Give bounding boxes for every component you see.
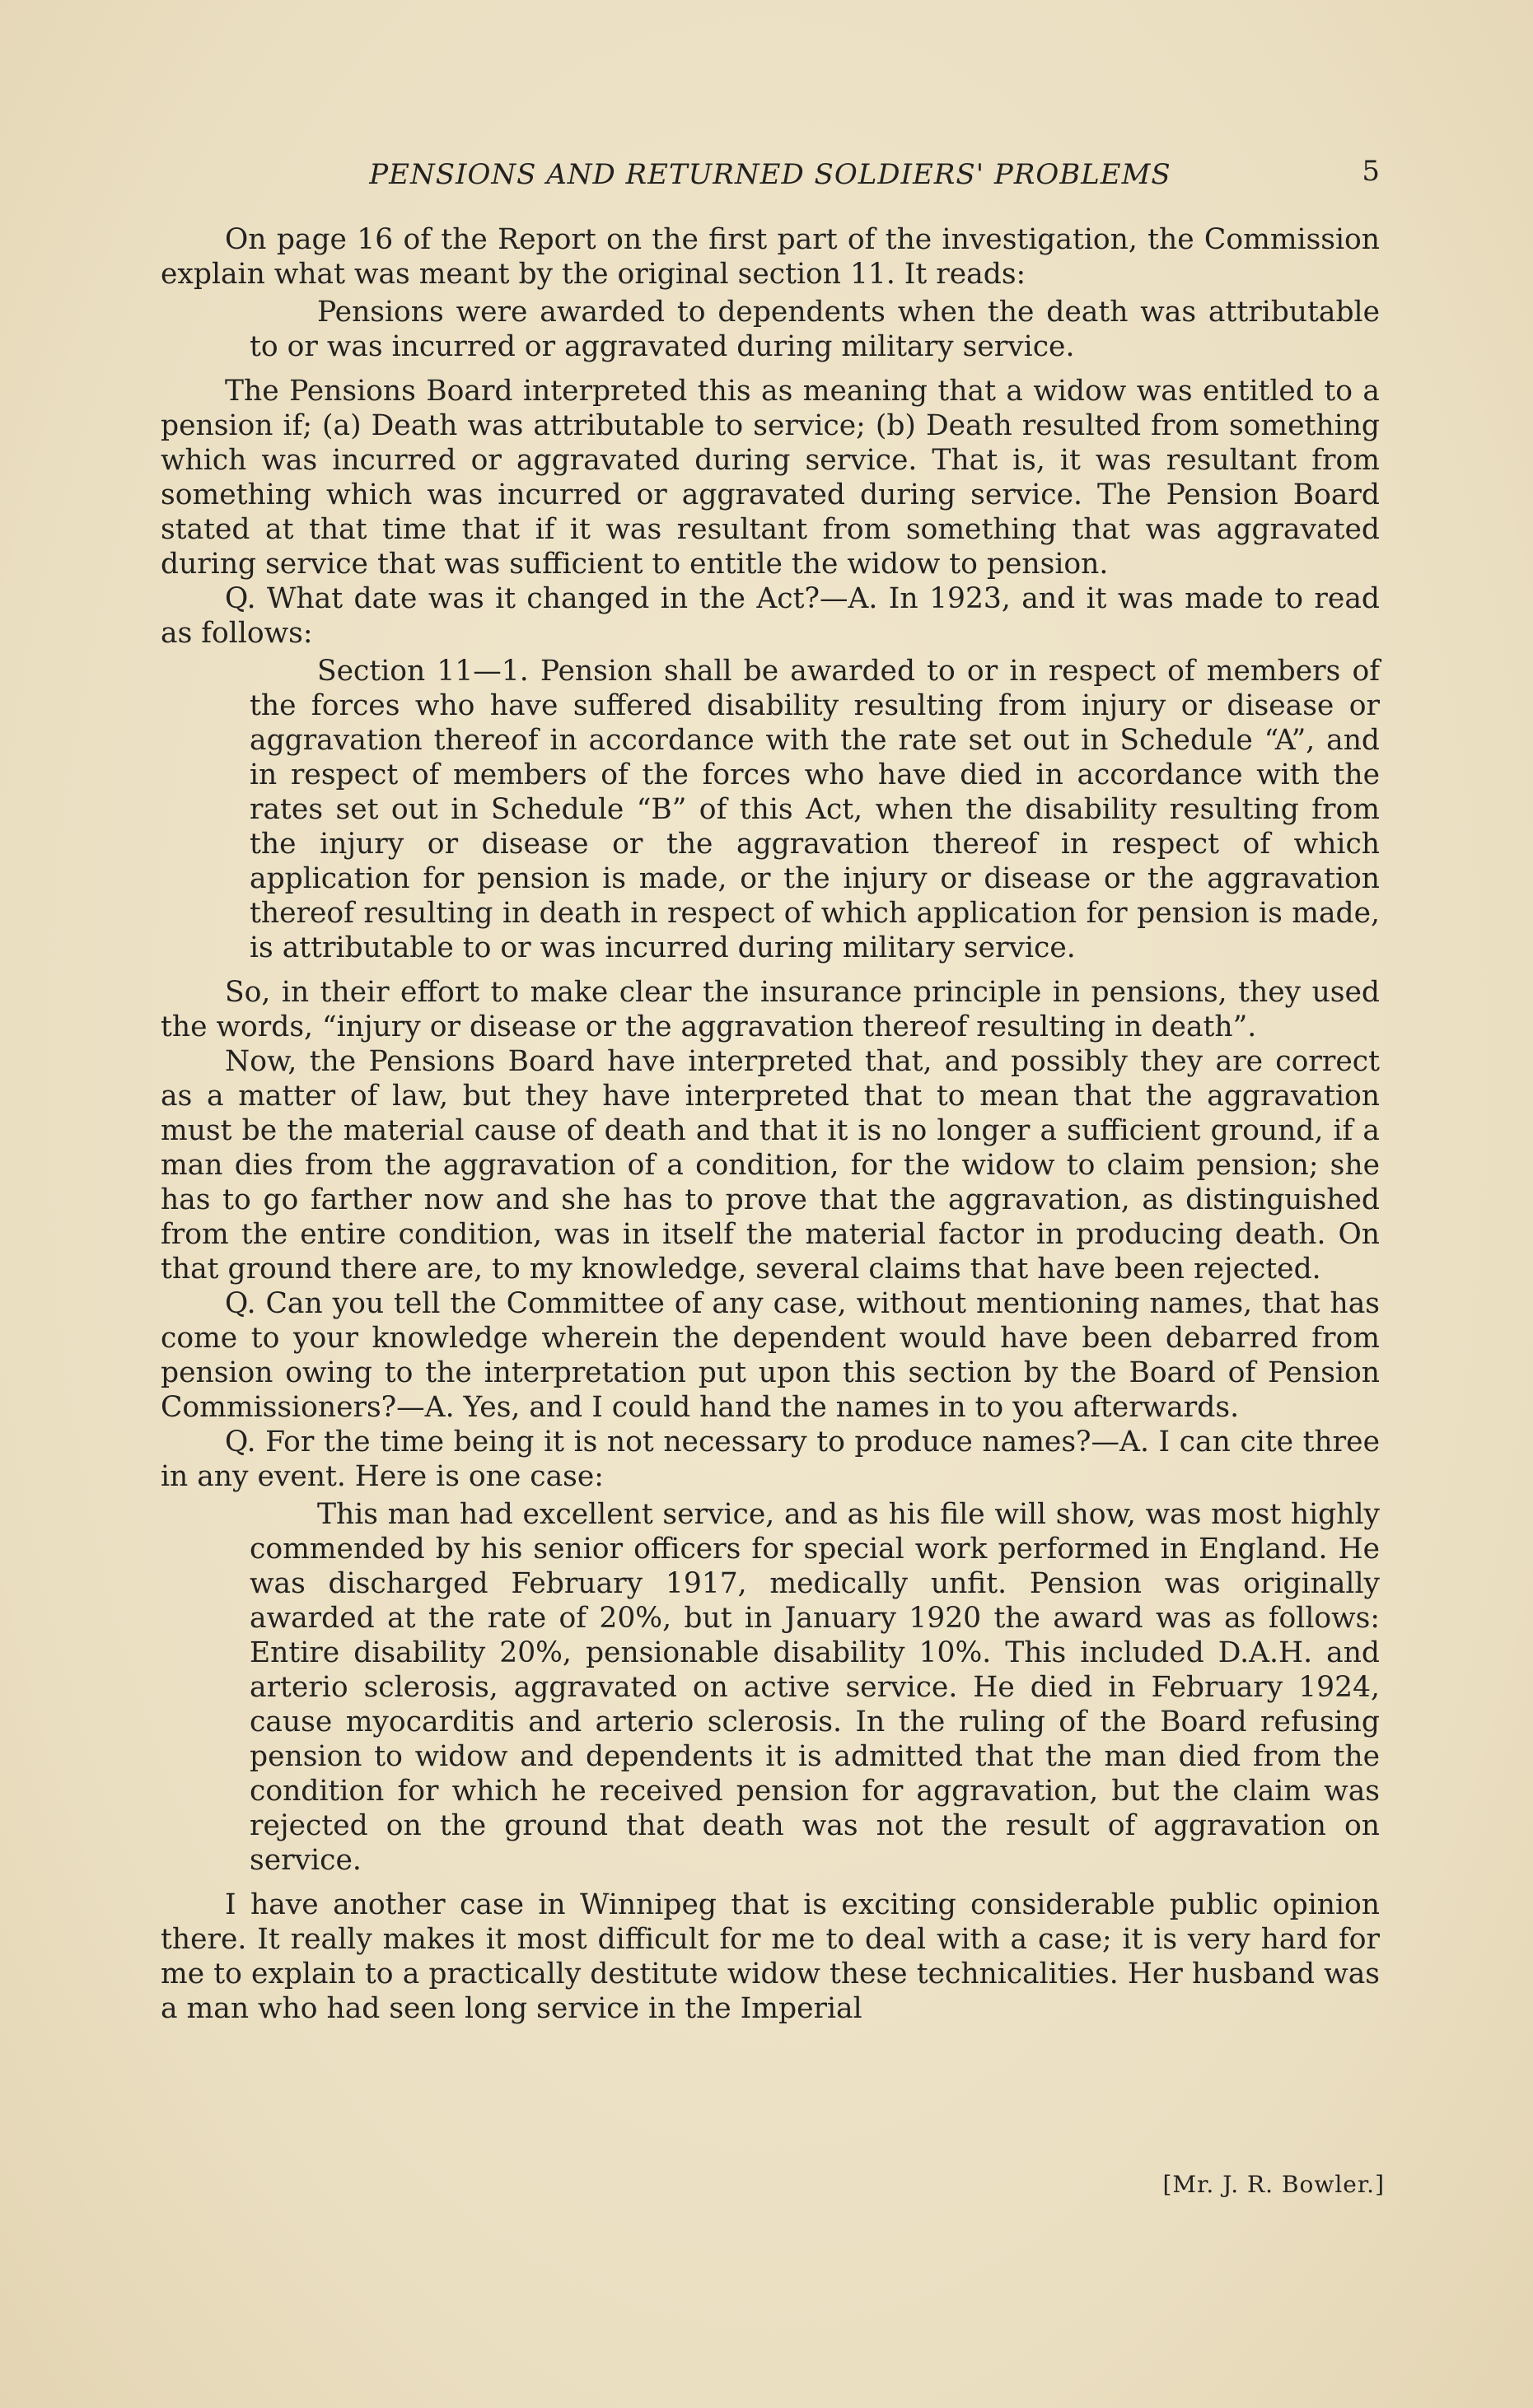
question-paragraph: Q. For the time being it is not necessary to produce names?—A. I can cite three in any event. Here is one case: — [161, 1426, 1380, 1493]
paragraph: Now, the Pensions Board have interpreted that, and possibly they are correct as a matter of law, but they have interpreted that to mean that the aggravation must be the material cause of death and that it is no longer a sufficient ground, if a man dies from the aggravation of a condition, for the widow to claim pension; she has to go farther now and she has to prove that the aggravation, as distinguished from the entire condition, was in itself the material factor in producing death. On that ground there are, to my knowledge, several claims that have been rejected. — [161, 1045, 1380, 1286]
page-number: 5 — [1362, 155, 1380, 188]
page-body — [161, 222, 1380, 2026]
question-paragraph: Q. What date was it changed in the Act?—A. In 1923, and it was made to read as follows: — [161, 582, 1380, 650]
block-quote: This man had excellent service, and as his file will show, was most highly commended by his senior officers for special work performed in England. He was discharged February 1917, medically unfit. Pension was originally awarded at the rate of 20%, but in January 1920 the award was as follows: Entire disability 20%, pensionable disability 10%. This included D.A.H. and arterio sclerosis, aggravated on active service. He died in February 1924, cause myocarditis and arterio sclerosis. In the ruling of the Board refusing pension to widow and dependents it is admitted that the man died from the condition for which he received pension for aggravation, but the claim was rejected on the ground that death was not the result of aggravation on service. — [250, 1498, 1380, 1877]
paragraph: The Pensions Board interpreted this as meaning that a widow was entitled to a pension if; (a) Death was attributable to service; (b) Death resulted from something which was incurred or aggravated during service. That is, it was resultant from something which was incurred or aggravated during service. The Pension Board stated at that time that if it was resultant from something that was aggravated during service that was sufficient to entitle the widow to pension. — [161, 375, 1380, 581]
question-paragraph: Q. Can you tell the Committee of any case, without mentioning names, that has come to your knowledge wherein the dependent would have been debarred from pension owing to the interpretation put upon this section by the Board of Pension Commissioners?—A. Yes, and I could hand the names in to you afterwards. — [161, 1287, 1380, 1424]
paragraph: I have another case in Winnipeg that is exciting considerable public opinion there. It really makes it most difficult for me to deal with a case; it is very hard for me to explain to a practically destitute widow these technicalities. Her husband was a man who had seen long service in the Imperial — [161, 1888, 1380, 2025]
running-title: PENSIONS AND RETURNED SOLDIERS' PROBLEMS — [369, 158, 1171, 191]
paragraph: On page 16 of the Report on the first part of the investigation, the Commission explain what was meant by the original section 11. It reads: — [161, 223, 1380, 291]
block-quote: Section 11—1. Pension shall be awarded to or in respect of members of the forces who have suffered disability resulting from injury or disease or aggravation thereof in accordance with the rate set out in Schedule “A”, and in respect of members of the forces who have died in accordance with the rates set out in Schedule “B” of this Act, when the disability resulting from the injury or disease or the aggravation thereof in respect of which application for pension is made, or the injury or disease or the aggravation thereof resulting in death in respect of which application for pension is made, is attributable to or was incurred during military service. — [250, 655, 1380, 964]
page-header — [161, 155, 1380, 199]
block-quote: Pensions were awarded to dependents when the death was attributable to or was incurred or aggravated during military service. — [250, 296, 1380, 363]
speaker-signature: [Mr. J. R. Bowler.] — [1162, 2171, 1385, 2198]
paragraph: So, in their effort to make clear the insurance principle in pensions, they used the words, “injury or disease or the aggravation thereof resulting in death”. — [161, 976, 1380, 1043]
